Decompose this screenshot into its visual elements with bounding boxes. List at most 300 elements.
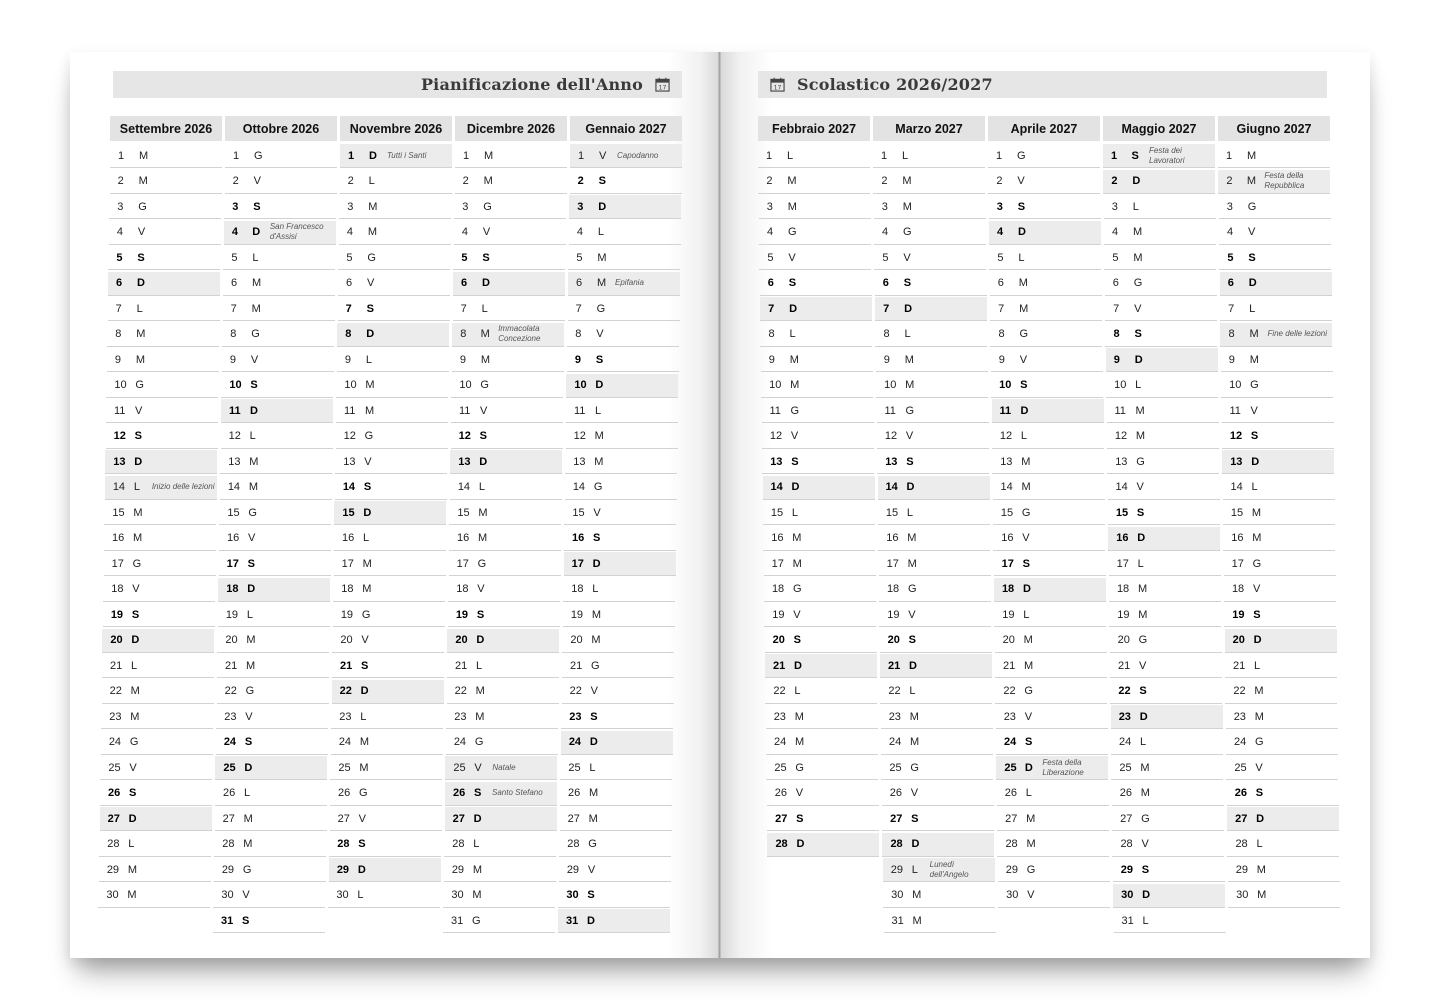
day-row xyxy=(767,782,879,806)
day-number: 26 xyxy=(453,787,466,799)
day-row xyxy=(1106,348,1218,372)
day-weekday: M xyxy=(787,175,797,187)
day-weekday: L xyxy=(246,608,253,621)
day-number: 17 xyxy=(571,557,584,570)
day-number: 12 xyxy=(343,430,356,442)
day-row xyxy=(764,552,876,576)
day-number: 20 xyxy=(340,634,353,646)
day-weekday: L xyxy=(595,404,602,417)
day-number: 27 xyxy=(567,812,580,825)
day-weekday: M xyxy=(1257,889,1267,901)
day-weekday: M xyxy=(130,710,140,723)
day-row xyxy=(879,552,991,576)
day-number: 12 xyxy=(999,430,1013,442)
day-weekday: M xyxy=(1023,634,1033,646)
day-row xyxy=(335,450,447,474)
day-number: 28 xyxy=(107,838,120,850)
day-number: 7 xyxy=(230,302,237,315)
day-row xyxy=(448,578,560,602)
day-row xyxy=(563,578,675,602)
day-row xyxy=(1111,756,1223,780)
day-number: 2 xyxy=(881,175,888,187)
day-number: 23 xyxy=(1233,710,1246,723)
day-number: 23 xyxy=(888,710,901,723)
day-number: 3 xyxy=(462,200,469,213)
month-header: Febbraio 2027 xyxy=(758,116,870,141)
day-number: 28 xyxy=(1005,838,1018,850)
day-number: 2 xyxy=(462,175,469,187)
day-row xyxy=(107,323,219,347)
day-row xyxy=(331,731,443,755)
day-number: 28 xyxy=(452,838,465,850)
day-row xyxy=(568,246,680,270)
day-number: 15 xyxy=(457,506,470,519)
day-number: 7 xyxy=(768,302,775,315)
left-page-title: Pianificazione dell'Anno xyxy=(420,75,643,94)
day-row xyxy=(876,374,988,398)
day-number: 28 xyxy=(222,838,235,850)
day-weekday: M xyxy=(1026,838,1036,850)
day-number: 28 xyxy=(567,838,580,850)
day-number: 7 xyxy=(460,302,467,315)
day-number: 7 xyxy=(345,302,352,315)
day-weekday: D xyxy=(911,838,920,850)
day-row xyxy=(338,272,450,296)
day-row xyxy=(994,552,1106,576)
day-row xyxy=(763,476,875,500)
day-weekday: M xyxy=(1249,353,1259,366)
day-weekday: M xyxy=(1254,710,1264,723)
day-number: 11 xyxy=(769,404,781,417)
left-banner xyxy=(113,71,682,98)
day-row xyxy=(102,629,214,653)
day-number: 21 xyxy=(455,659,468,672)
day-row xyxy=(336,399,448,423)
day-row xyxy=(101,731,213,755)
day-number: 2 xyxy=(766,175,773,187)
day-weekday: D xyxy=(1022,583,1031,595)
day-number: 30 xyxy=(221,889,234,901)
day-row xyxy=(1225,654,1337,678)
day-row xyxy=(879,578,991,602)
day-number: 27 xyxy=(337,812,350,825)
day-weekday: L xyxy=(1023,608,1030,621)
day-weekday: M xyxy=(478,506,488,519)
day-weekday: M xyxy=(1021,481,1031,493)
day-row xyxy=(451,425,563,449)
day-weekday: S xyxy=(482,251,490,264)
day-number: 10 xyxy=(884,379,897,391)
day-number: 21 xyxy=(1233,659,1246,672)
day-number: 14 xyxy=(770,481,783,493)
day-number: 5 xyxy=(576,251,583,264)
day-weekday: S xyxy=(908,634,916,646)
day-weekday: S xyxy=(1020,379,1028,391)
day-weekday: M xyxy=(1026,812,1036,825)
day-weekday: V xyxy=(132,583,140,595)
day-row xyxy=(882,807,994,831)
day-weekday: G xyxy=(1021,506,1031,519)
day-number: 19 xyxy=(1232,608,1245,621)
day-number: 18 xyxy=(341,583,354,595)
day-number: 3 xyxy=(232,200,239,213)
day-number: 5 xyxy=(231,251,238,264)
day-weekday: S xyxy=(244,736,253,748)
day-number: 10 xyxy=(999,379,1012,391)
day-row xyxy=(566,399,678,423)
day-weekday: D xyxy=(791,481,800,493)
day-weekday: M xyxy=(362,583,372,595)
day-row xyxy=(1111,731,1223,755)
day-row xyxy=(1103,170,1215,194)
day-number: 14 xyxy=(227,481,241,493)
day-row xyxy=(1223,476,1335,500)
month-column xyxy=(336,116,452,909)
day-number: 20 xyxy=(1117,634,1130,646)
day-row xyxy=(874,195,986,219)
day-number: 13 xyxy=(113,455,126,468)
day-weekday: M xyxy=(139,149,149,162)
day-row xyxy=(106,374,218,398)
day-number: 15 xyxy=(1000,506,1014,519)
day-row xyxy=(877,450,989,474)
day-row xyxy=(445,756,557,780)
day-weekday: L xyxy=(360,710,367,723)
day-weekday: M xyxy=(1256,863,1266,876)
holiday-note: Natale xyxy=(492,762,516,772)
day-weekday: M xyxy=(597,251,607,264)
day-weekday: D xyxy=(587,914,595,927)
day-number: 25 xyxy=(1234,761,1247,774)
day-row xyxy=(218,578,330,602)
day-row xyxy=(443,884,555,908)
day-weekday: V xyxy=(474,761,482,774)
day-weekday: L xyxy=(476,659,483,672)
day-row xyxy=(998,858,1110,882)
day-weekday: S xyxy=(250,379,258,391)
day-weekday: S xyxy=(1017,200,1026,213)
day-row xyxy=(765,654,877,678)
day-weekday: V xyxy=(480,404,488,417)
day-row xyxy=(875,272,987,296)
day-weekday: M xyxy=(1019,302,1029,315)
day-number: 23 xyxy=(1003,710,1016,723)
day-row xyxy=(104,501,216,525)
day-row xyxy=(1219,195,1331,219)
day-number: 26 xyxy=(338,787,351,799)
day-number: 27 xyxy=(890,812,903,825)
day-number: 16 xyxy=(457,532,470,544)
day-number: 5 xyxy=(461,251,468,264)
day-row xyxy=(1112,782,1224,806)
day-number: 17 xyxy=(341,557,354,570)
day-row xyxy=(878,527,990,551)
day-row xyxy=(567,323,679,347)
day-number: 31 xyxy=(1121,914,1134,927)
day-number: 25 xyxy=(774,761,787,774)
day-number: 22 xyxy=(454,685,467,697)
day-weekday: G xyxy=(248,506,257,519)
day-row xyxy=(1107,425,1219,449)
day-number: 12 xyxy=(113,430,126,442)
month-column xyxy=(758,116,870,858)
day-number: 15 xyxy=(1115,506,1129,519)
month-column xyxy=(1103,116,1215,935)
month-column xyxy=(873,116,985,935)
day-number: 21 xyxy=(570,659,583,672)
day-weekday: V xyxy=(593,506,601,519)
day-row xyxy=(875,297,987,321)
day-row xyxy=(1220,297,1332,321)
day-weekday: M xyxy=(249,455,259,468)
day-row xyxy=(766,756,878,780)
day-number: 2 xyxy=(1226,175,1233,187)
day-weekday: M xyxy=(1254,685,1264,697)
day-number: 5 xyxy=(116,251,123,264)
day-weekday: M xyxy=(790,379,800,391)
day-number: 9 xyxy=(229,353,236,366)
day-weekday: M xyxy=(246,659,256,672)
day-row xyxy=(110,144,222,168)
day-number: 15 xyxy=(572,506,585,519)
day-number: 13 xyxy=(1230,455,1243,468)
day-weekday: G xyxy=(588,838,597,850)
day-weekday: S xyxy=(1025,736,1033,748)
day-weekday: M xyxy=(1137,583,1148,595)
day-row xyxy=(879,603,991,627)
day-weekday: M xyxy=(1138,608,1148,621)
day-number: 26 xyxy=(568,787,581,799)
day-row xyxy=(1105,323,1217,347)
day-weekday: S xyxy=(129,787,137,799)
day-row xyxy=(765,680,877,704)
day-number: 19 xyxy=(570,608,584,621)
day-weekday: G xyxy=(593,481,603,493)
day-weekday: G xyxy=(251,328,260,340)
day-row xyxy=(558,884,670,908)
day-number: 25 xyxy=(338,761,351,774)
day-weekday: L xyxy=(365,353,372,366)
day-number: 4 xyxy=(997,226,1004,238)
day-weekday: M xyxy=(136,328,146,340)
day-number: 29 xyxy=(221,863,235,876)
day-weekday: L xyxy=(1137,557,1144,570)
day-weekday: G xyxy=(1252,557,1262,570)
day-number: 13 xyxy=(1000,455,1013,468)
month-header: Giugno 2027 xyxy=(1218,116,1330,141)
day-number: 24 xyxy=(568,736,582,748)
day-number: 13 xyxy=(228,455,241,468)
holiday-note: Festa della Repubblica xyxy=(1264,171,1305,190)
day-weekday: V xyxy=(1141,838,1149,850)
day-weekday: S xyxy=(587,889,595,901)
day-weekday: D xyxy=(250,404,258,417)
day-row xyxy=(451,399,563,423)
calendar-icon xyxy=(770,77,785,92)
day-row xyxy=(1228,858,1340,882)
day-row xyxy=(330,807,442,831)
day-weekday: D xyxy=(128,812,137,825)
day-row xyxy=(996,756,1108,780)
day-number: 30 xyxy=(451,889,464,901)
day-number: 23 xyxy=(224,710,237,723)
day-weekday: M xyxy=(1249,328,1259,340)
day-row xyxy=(882,833,994,857)
day-weekday: V xyxy=(1250,404,1258,417)
day-number: 6 xyxy=(767,277,774,289)
day-weekday: M xyxy=(243,838,253,850)
day-row xyxy=(1228,884,1340,908)
day-number: 20 xyxy=(887,634,900,646)
day-row xyxy=(759,221,871,245)
day-number: 27 xyxy=(1005,812,1018,825)
day-row xyxy=(873,170,985,194)
day-row xyxy=(881,756,993,780)
day-row xyxy=(219,552,331,576)
day-row xyxy=(758,170,870,194)
day-row xyxy=(878,501,990,525)
day-number: 9 xyxy=(114,353,121,366)
day-weekday: L xyxy=(902,149,909,162)
day-weekday: M xyxy=(1135,430,1146,442)
day-weekday: M xyxy=(483,175,493,187)
day-row xyxy=(449,501,561,525)
day-number: 10 xyxy=(574,379,587,391)
day-weekday: L xyxy=(481,302,488,315)
day-weekday: S xyxy=(361,659,369,672)
day-number: 22 xyxy=(1003,685,1016,697)
day-number: 29 xyxy=(1235,863,1249,876)
day-number: 28 xyxy=(337,838,350,850)
day-number: 15 xyxy=(1230,506,1244,519)
day-number: 19 xyxy=(340,608,354,621)
day-number: 2 xyxy=(232,175,239,187)
day-row xyxy=(213,909,325,933)
holiday-note: Epifania xyxy=(615,278,644,287)
day-weekday: M xyxy=(472,889,482,901)
day-weekday: V xyxy=(790,430,799,442)
day-weekday: S xyxy=(1022,557,1030,570)
day-weekday: S xyxy=(1253,608,1261,621)
day-number: 25 xyxy=(1119,761,1132,774)
day-row xyxy=(561,731,673,755)
day-weekday: M xyxy=(484,149,494,162)
day-row xyxy=(761,348,873,372)
day-number: 17 xyxy=(111,557,124,570)
day-number: 24 xyxy=(223,736,237,748)
day-number: 25 xyxy=(1004,761,1017,774)
day-number: 17 xyxy=(771,557,784,570)
day-weekday: M xyxy=(1246,175,1256,187)
day-row xyxy=(1226,705,1338,729)
day-weekday: M xyxy=(472,863,482,876)
day-row xyxy=(215,756,327,780)
right-page xyxy=(720,52,1370,958)
day-row xyxy=(221,425,333,449)
day-row xyxy=(569,195,681,219)
day-weekday: M xyxy=(787,200,797,213)
day-weekday: M xyxy=(594,430,604,442)
day-weekday: M xyxy=(135,353,145,366)
day-row xyxy=(1114,909,1226,933)
day-row xyxy=(99,858,211,882)
day-weekday: G xyxy=(483,200,492,213)
day-weekday: L xyxy=(1256,838,1263,850)
day-row xyxy=(329,833,441,857)
day-number: 15 xyxy=(342,506,355,519)
day-number: 9 xyxy=(574,353,581,366)
day-number: 14 xyxy=(885,481,898,493)
day-weekday: S xyxy=(131,608,140,621)
day-number: 30 xyxy=(891,889,904,901)
day-weekday: G xyxy=(1255,736,1264,748)
day-row xyxy=(997,782,1109,806)
day-weekday: S xyxy=(358,838,366,850)
day-number: 19 xyxy=(455,608,469,621)
day-weekday: D xyxy=(363,506,372,519)
day-row xyxy=(217,680,329,704)
day-number: 9 xyxy=(1228,353,1235,366)
day-row xyxy=(764,603,876,627)
calendar-icon xyxy=(655,77,670,92)
day-number: 16 xyxy=(886,532,899,544)
day-number: 2 xyxy=(577,175,584,187)
day-number: 1 xyxy=(118,149,125,162)
day-weekday: L xyxy=(252,251,259,264)
day-number: 17 xyxy=(226,557,239,570)
day-row xyxy=(1220,323,1332,347)
day-weekday: D xyxy=(1142,889,1151,901)
day-weekday: V xyxy=(1252,583,1261,595)
day-row xyxy=(450,476,562,500)
day-weekday: G xyxy=(245,685,255,697)
day-number: 26 xyxy=(1119,787,1132,799)
day-weekday: L xyxy=(592,583,599,595)
day-row xyxy=(1220,272,1332,296)
day-row xyxy=(1111,705,1223,729)
day-weekday: M xyxy=(362,557,372,570)
day-row xyxy=(450,450,562,474)
day-weekday: D xyxy=(794,659,802,672)
day-row xyxy=(880,629,992,653)
day-weekday: D xyxy=(369,149,377,162)
day-number: 29 xyxy=(451,863,465,876)
day-weekday: L xyxy=(1249,302,1256,315)
day-weekday: L xyxy=(478,481,485,493)
day-number: 7 xyxy=(115,302,122,315)
day-number: 18 xyxy=(1116,583,1130,595)
day-weekday: G xyxy=(472,914,481,927)
day-row xyxy=(883,858,995,882)
day-weekday: G xyxy=(1138,634,1148,646)
day-number: 17 xyxy=(1231,557,1244,570)
day-weekday: G xyxy=(129,736,139,748)
day-number: 12 xyxy=(769,430,783,442)
day-weekday: L xyxy=(1132,200,1139,213)
day-row xyxy=(106,399,218,423)
day-number: 13 xyxy=(573,455,586,468)
day-row xyxy=(988,144,1100,168)
day-row xyxy=(447,629,559,653)
day-row xyxy=(561,705,673,729)
day-number: 23 xyxy=(1118,710,1131,723)
day-weekday: V xyxy=(482,226,491,238)
day-number: 26 xyxy=(889,787,902,799)
day-row xyxy=(453,272,565,296)
day-row xyxy=(453,246,565,270)
day-weekday: M xyxy=(905,379,915,391)
day-number: 21 xyxy=(225,659,238,672)
